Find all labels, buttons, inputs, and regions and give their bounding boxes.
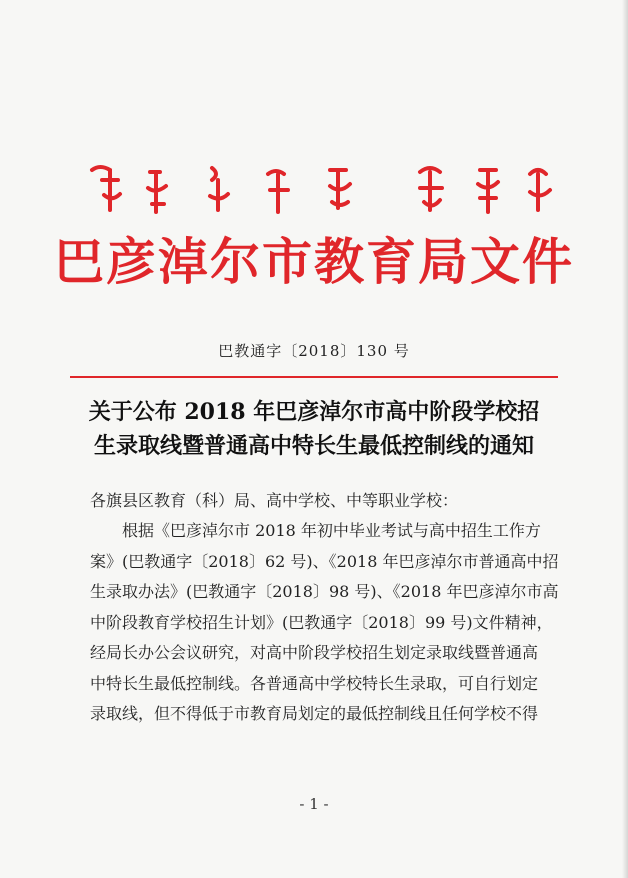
document-number: 巴教通字〔2018〕130 号 (218, 342, 410, 360)
notice-title-line-1: 关于公布 2018 年巴彦淖尔市高中阶段学校招 (88, 399, 540, 425)
body-paragraph (90, 516, 560, 730)
mongolian-header (0, 150, 628, 220)
body-line: 中阶段教育学校招生计划》(巴教通字〔2018〕99 号)文件精神， (90, 612, 553, 632)
notice-title (60, 395, 568, 463)
body-line: 录取线，但不得低于市教育局划定的最低控制线且任何学校不得 (90, 704, 539, 723)
mongolian-script-graphic (0, 150, 628, 220)
salutation: 各旗县区教育（科）局、高中学校、中等职业学校： (90, 491, 459, 510)
body-line: 经局长办公会议研究，对高中阶段学校招生划定录取线暨普通高 (90, 643, 539, 662)
issuer-title: 巴彦淖尔市教育局文件 (54, 233, 574, 291)
red-divider (70, 376, 558, 378)
body-line: 中特长生最低控制线。各普通高中学校特长生录取，可自行划定 (90, 673, 539, 693)
body-line: 案》(巴教通字〔2018〕62 号)、《2018 年巴彦淖尔市普通高中招 (90, 551, 559, 571)
body-line: 根据《巴彦淖尔市 2018 年初中毕业考试与高中招生工作方 (122, 521, 541, 540)
notice-title-line-2: 生录取线暨普通高中特长生最低控制线的通知 (93, 433, 534, 459)
page-number: - 1 - (299, 795, 329, 813)
body-line: 生录取办法》(巴教通字〔2018〕98 号)、《2018 年巴彦淖尔市高 (90, 582, 559, 601)
